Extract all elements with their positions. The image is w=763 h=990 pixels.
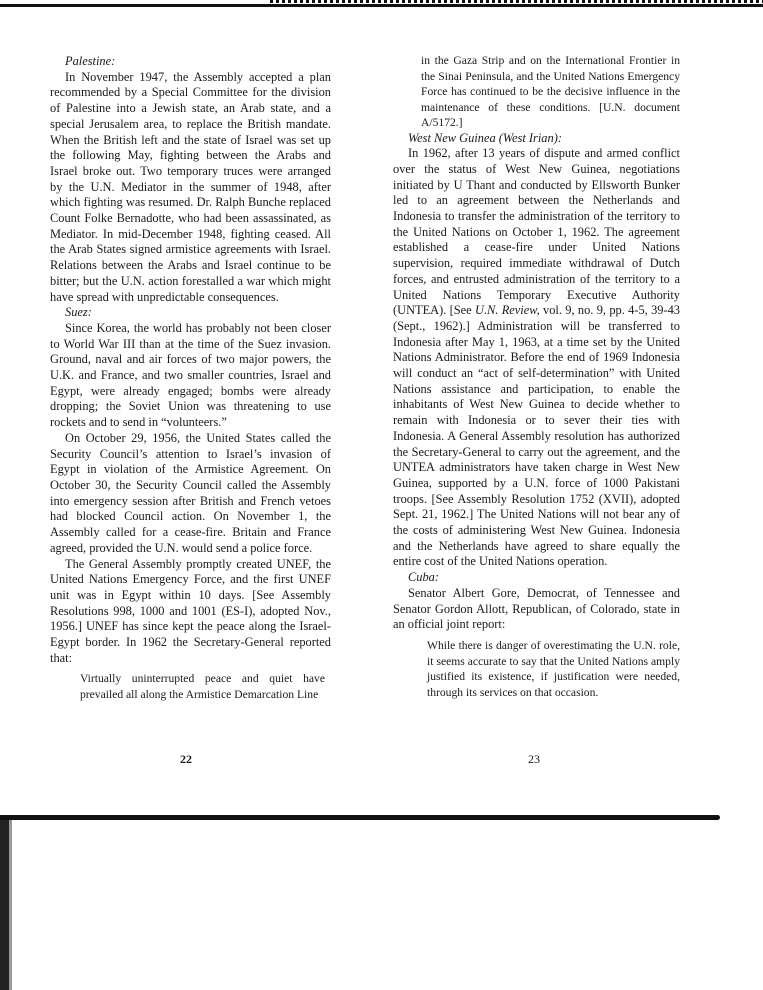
section-heading-west-new-guinea: West New Guinea (West Irian): [408, 130, 562, 145]
bottom-border-rule [0, 815, 720, 820]
left-column [50, 54, 331, 702]
secretary-general-quote: Virtually uninterrupted peace and quiet have prevailed all along the Armistice Demarcation Line [80, 672, 325, 701]
quote-continuation: in the Gaza Strip and on the International Frontier in the Sinai Peninsula, and the United Nations Emergency Force has continued to be the decisive influence in the maintenance of these conditions. [U.N. document A/5172.] [421, 54, 680, 129]
section-heading-palestine: Palestine: [65, 54, 116, 68]
top-dotted-rule [270, 0, 763, 3]
west-new-guinea-paragraph [393, 146, 680, 570]
suez-paragraph-1: Since Korea, the world has probably not been closer to World War III than at the time of the Suez invasion. Ground, naval and air forces of two major powers, the U.K. and France, and two smaller countries, Israel and Egypt, were already engaged; bombs were already dropping; the Soviet Union was threatening to use rockets and to send in “volunteers.” [50, 320, 331, 430]
suez-paragraph-2: On October 29, 1956, the United States called the Security Council’s attention to Israel’s invasion of Egypt in violation of the Armistice Agreement. On October 30, the Security Council called the Assembly into emergency session after British and French vetoes had blocked Council action. On November 1, the Assembly called for a cease-fire. Britain and France agreed, provided the U.N. would send a police force. [50, 430, 331, 555]
palestine-paragraph: In November 1947, the Assembly accepted a plan recommended by a Special Committee for the division of Palestine into a Jewish state, an Arab state, and a special Jerusalem area, to replace the British mandate. When the British left and the state of Israel was set up the following May, fighting between the Arabs and Israel broke out. Two temporary truces were arranged by the U.N. Mediator in the summer of 1948, after which fighting was resumed. Dr. Ralph Bunche replaced Count Folke Bernadotte, who had been assassinated, as Mediator. In mid-December 1948, fighting ceased. All the Arab States signed armistice agreements with Israel. Relations between the Arabs and Israel continue to be bitter; but the U.N. action forestalled a war which might have spread with unpredictable consequences. [50, 69, 331, 304]
top-border-rule [0, 4, 763, 7]
block-quote [80, 671, 325, 702]
joint-report-quote: While there is danger of overestimating the U.N. role, it seems accurate to say that the United Nations amply justified its existence, if justification were needed, through its services on that occasion. [427, 639, 680, 699]
wng-text-part-1: In 1962, after 13 years of dispute and armed conflict over the status of West New Guinea, negotiations initiated by U Thant and conducted by Ellsworth Bunker led to an agreement between the Netherlands and Indonesia to transfer the administration of the territory to the United Nations on October 1, 1962. The agreement established a cease-fire under United Nations supervision, required immediate withdrawal of Dutch forces, and entrusted administration of the territory to a United Nations Temporary Executive Authority (UNTEA). [See [393, 146, 680, 318]
right-column [393, 53, 680, 700]
block-quote-continued [421, 53, 680, 131]
cuba-block-quote [427, 638, 680, 700]
left-edge-bar [0, 820, 9, 990]
wng-text-part-2: vol. 9, no. 9, pp. 4-5, 39-43 (Sept., 1962).] Administration will be transferred to Indonesia after May 1, 1963, at a time set by the United Nations Administrator. Before the end of 1969 Indonesia will conduct an “act of self-determination” with United Nations assistance and participation, to enable the inhabitants of West New Guinea to decide whether to remain with Indonesia or to sever their ties with Indonesia. A General Assembly resolution has authorized the Secretary-General to carry out the agreement, and the UNTEA administrators have taken charge in West New Guinea, supported by a U.N. force of 1000 Pakistani troops. [See Assembly Resolution 1752 (XVII), adopted Sept. 21, 1962.] The United Nations will not bear any of the costs of administering West New Guinea. Indonesia and the Netherlands have agreed to share equally the entire cost of the United Nations operation. [393, 303, 680, 569]
un-review-title: U.N. Review, [475, 303, 540, 318]
page-number-right: 23 [528, 752, 540, 766]
cuba-paragraph: Senator Albert Gore, Democrat, of Tennessee and Senator Gordon Allott, Republican, of Colorado, state in an official joint report: [393, 585, 680, 632]
section-heading-cuba: Cuba: [408, 570, 439, 585]
section-heading-suez: Suez: [65, 305, 92, 320]
page-number-left: 22 [180, 752, 192, 766]
suez-paragraph-3: The General Assembly promptly created UNEF, the United Nations Emergency Force, and the first UNEF unit was in Egypt within 10 days. [See Assembly Resolutions 998, 1000 and 1001 (ES-I), adopted Nov., 1956.] UNEF has since kept the peace along the Israel-Egypt border. In 1962 the Secretary-General reported that: [50, 556, 331, 665]
left-edge-shadow [9, 820, 12, 990]
